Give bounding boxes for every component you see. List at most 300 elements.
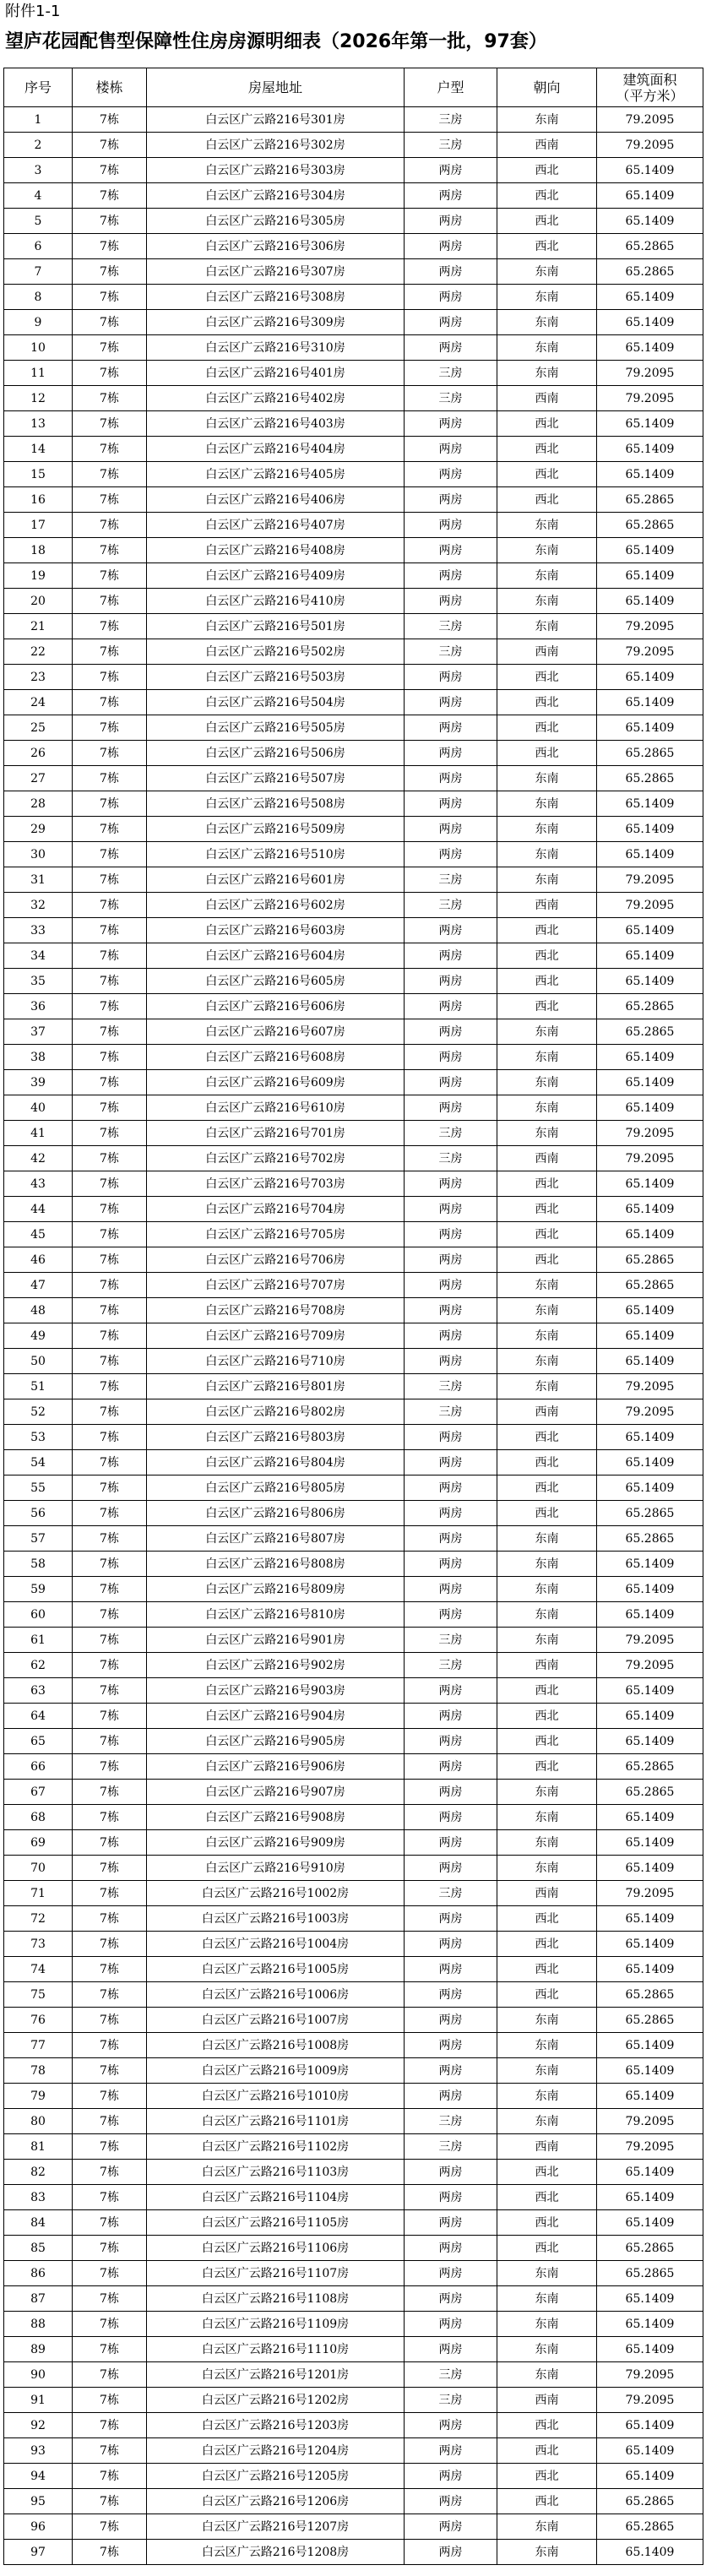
cell-seq: 94 [4, 2464, 73, 2489]
table-row [4, 234, 703, 259]
cell-seq: 23 [4, 665, 73, 690]
cell-address: 白云区广云路216号402房 [147, 386, 405, 411]
cell-layout: 两房 [405, 183, 497, 209]
cell-seq: 33 [4, 918, 73, 943]
cell-area: 79.2095 [597, 1146, 703, 1171]
cell-layout: 两房 [405, 1729, 497, 1754]
table-row [4, 817, 703, 842]
cell-seq: 64 [4, 1704, 73, 1729]
cell-building: 7栋 [73, 487, 147, 513]
cell-orientation: 西北 [497, 690, 597, 715]
cell-address: 白云区广云路216号410房 [147, 589, 405, 614]
cell-layout: 两房 [405, 2413, 497, 2438]
cell-layout: 三房 [405, 2362, 497, 2388]
cell-layout: 两房 [405, 1957, 497, 1982]
cell-orientation: 东南 [497, 335, 597, 361]
cell-building: 7栋 [73, 2160, 147, 2185]
cell-address: 白云区广云路216号506房 [147, 741, 405, 766]
cell-seq: 1 [4, 107, 73, 133]
cell-building: 7栋 [73, 2286, 147, 2312]
cell-building: 7栋 [73, 690, 147, 715]
table-row [4, 2058, 703, 2084]
cell-orientation: 东南 [497, 2084, 597, 2109]
cell-address: 白云区广云路216号802房 [147, 1399, 405, 1425]
cell-orientation: 东南 [497, 513, 597, 538]
cell-area: 65.1409 [597, 1323, 703, 1349]
cell-seq: 47 [4, 1273, 73, 1298]
table-row [4, 1501, 703, 1526]
cell-seq: 2 [4, 133, 73, 158]
cell-layout: 两房 [405, 1856, 497, 1881]
cell-area: 65.1409 [597, 437, 703, 462]
table-row [4, 1475, 703, 1501]
cell-layout: 三房 [405, 1628, 497, 1653]
table-row [4, 1349, 703, 1374]
cell-area: 79.2095 [597, 1881, 703, 1906]
cell-seq: 44 [4, 1197, 73, 1222]
cell-area: 65.1409 [597, 842, 703, 867]
cell-area: 65.1409 [597, 1577, 703, 1602]
cell-layout: 两房 [405, 1754, 497, 1780]
cell-orientation: 东南 [497, 791, 597, 817]
cell-area: 65.1409 [597, 2058, 703, 2084]
cell-seq: 91 [4, 2388, 73, 2413]
cell-orientation: 西南 [497, 386, 597, 411]
cell-orientation: 西南 [497, 2134, 597, 2160]
cell-orientation: 西北 [497, 1729, 597, 1754]
cell-seq: 22 [4, 639, 73, 665]
cell-address: 白云区广云路216号1205房 [147, 2464, 405, 2489]
cell-address: 白云区广云路216号306房 [147, 234, 405, 259]
table-row [4, 563, 703, 589]
cell-building: 7栋 [73, 1932, 147, 1957]
cell-building: 7栋 [73, 893, 147, 918]
cell-layout: 两房 [405, 487, 497, 513]
cell-orientation: 西北 [497, 234, 597, 259]
cell-orientation: 东南 [497, 2008, 597, 2033]
cell-address: 白云区广云路216号910房 [147, 1856, 405, 1881]
table-row [4, 614, 703, 639]
cell-area: 65.1409 [597, 411, 703, 437]
cell-building: 7栋 [73, 2084, 147, 2109]
table-row [4, 487, 703, 513]
cell-layout: 两房 [405, 1019, 497, 1045]
cell-layout: 两房 [405, 2464, 497, 2489]
cell-building: 7栋 [73, 715, 147, 741]
cell-area: 65.2865 [597, 259, 703, 285]
cell-seq: 82 [4, 2160, 73, 2185]
cell-seq: 63 [4, 1678, 73, 1704]
cell-seq: 5 [4, 209, 73, 234]
cell-area: 79.2095 [597, 2134, 703, 2160]
table-row [4, 2185, 703, 2210]
cell-orientation: 东南 [497, 1780, 597, 1805]
cell-orientation: 西南 [497, 639, 597, 665]
table-body [4, 107, 703, 2565]
table-row [4, 2337, 703, 2362]
cell-building: 7栋 [73, 2058, 147, 2084]
cell-layout: 两房 [405, 2514, 497, 2540]
cell-orientation: 西北 [497, 1906, 597, 1932]
cell-seq: 19 [4, 563, 73, 589]
cell-area: 65.2865 [597, 1501, 703, 1526]
cell-building: 7栋 [73, 133, 147, 158]
cell-seq: 13 [4, 411, 73, 437]
cell-seq: 55 [4, 1475, 73, 1501]
cell-layout: 两房 [405, 1425, 497, 1450]
cell-building: 7栋 [73, 1374, 147, 1399]
cell-orientation: 西北 [497, 183, 597, 209]
cell-building: 7栋 [73, 1805, 147, 1830]
table-row [4, 285, 703, 310]
cell-building: 7栋 [73, 589, 147, 614]
cell-orientation: 东南 [497, 538, 597, 563]
cell-layout: 三房 [405, 867, 497, 893]
cell-address: 白云区广云路216号704房 [147, 1197, 405, 1222]
cell-area: 79.2095 [597, 2388, 703, 2413]
cell-area: 65.1409 [597, 285, 703, 310]
cell-seq: 18 [4, 538, 73, 563]
cell-orientation: 东南 [497, 1349, 597, 1374]
cell-layout: 两房 [405, 2210, 497, 2236]
cell-building: 7栋 [73, 639, 147, 665]
cell-layout: 两房 [405, 969, 497, 994]
cell-building: 7栋 [73, 1754, 147, 1780]
cell-orientation: 西北 [497, 994, 597, 1019]
cell-seq: 30 [4, 842, 73, 867]
cell-seq: 14 [4, 437, 73, 462]
cell-orientation: 东南 [497, 2514, 597, 2540]
cell-building: 7栋 [73, 1298, 147, 1323]
cell-building: 7栋 [73, 1729, 147, 1754]
cell-seq: 66 [4, 1754, 73, 1780]
cell-building: 7栋 [73, 2464, 147, 2489]
cell-orientation: 东南 [497, 842, 597, 867]
cell-building: 7栋 [73, 234, 147, 259]
cell-seq: 69 [4, 1830, 73, 1856]
cell-layout: 三房 [405, 1146, 497, 1171]
cell-building: 7栋 [73, 1121, 147, 1146]
cell-orientation: 东南 [497, 1805, 597, 1830]
table-row [4, 1121, 703, 1146]
cell-orientation: 东南 [497, 1830, 597, 1856]
cell-area: 79.2095 [597, 2362, 703, 2388]
cell-building: 7栋 [73, 2033, 147, 2058]
cell-seq: 39 [4, 1070, 73, 1095]
cell-area: 79.2095 [597, 867, 703, 893]
cell-layout: 两房 [405, 1222, 497, 1247]
table-row [4, 2464, 703, 2489]
table-row [4, 1526, 703, 1552]
cell-area: 65.1409 [597, 310, 703, 335]
cell-area: 65.1409 [597, 1704, 703, 1729]
cell-address: 白云区广云路216号1105房 [147, 2210, 405, 2236]
cell-layout: 两房 [405, 2337, 497, 2362]
cell-address: 白云区广云路216号502房 [147, 639, 405, 665]
cell-layout: 两房 [405, 1906, 497, 1932]
cell-address: 白云区广云路216号1204房 [147, 2438, 405, 2464]
cell-address: 白云区广云路216号1110房 [147, 2337, 405, 2362]
cell-area: 79.2095 [597, 893, 703, 918]
cell-layout: 两房 [405, 2312, 497, 2337]
cell-building: 7栋 [73, 1450, 147, 1475]
table-row [4, 1222, 703, 1247]
cell-layout: 两房 [405, 1349, 497, 1374]
cell-layout: 两房 [405, 2160, 497, 2185]
table-row [4, 1399, 703, 1425]
header-orientation: 朝向 [497, 68, 597, 107]
cell-layout: 两房 [405, 1678, 497, 1704]
cell-area: 65.2865 [597, 1247, 703, 1273]
cell-building: 7栋 [73, 1222, 147, 1247]
cell-orientation: 东南 [497, 1273, 597, 1298]
cell-layout: 三房 [405, 639, 497, 665]
cell-area: 65.1409 [597, 1450, 703, 1475]
cell-address: 白云区广云路216号902房 [147, 1653, 405, 1678]
cell-area: 65.2865 [597, 1780, 703, 1805]
cell-seq: 87 [4, 2286, 73, 2312]
cell-address: 白云区广云路216号1208房 [147, 2540, 405, 2565]
cell-seq: 32 [4, 893, 73, 918]
cell-building: 7栋 [73, 1019, 147, 1045]
cell-area: 65.2865 [597, 1754, 703, 1780]
cell-layout: 两房 [405, 589, 497, 614]
cell-building: 7栋 [73, 107, 147, 133]
cell-area: 65.2865 [597, 1019, 703, 1045]
cell-area: 79.2095 [597, 639, 703, 665]
cell-address: 白云区广云路216号909房 [147, 1830, 405, 1856]
cell-address: 白云区广云路216号507房 [147, 766, 405, 791]
cell-area: 65.1409 [597, 1475, 703, 1501]
cell-seq: 75 [4, 1982, 73, 2008]
cell-orientation: 西北 [497, 2489, 597, 2514]
cell-building: 7栋 [73, 867, 147, 893]
cell-building: 7栋 [73, 1475, 147, 1501]
cell-seq: 38 [4, 1045, 73, 1070]
cell-orientation: 西南 [497, 1881, 597, 1906]
cell-orientation: 西北 [497, 741, 597, 766]
cell-seq: 24 [4, 690, 73, 715]
cell-building: 7栋 [73, 1552, 147, 1577]
cell-area: 65.2865 [597, 487, 703, 513]
table-row [4, 1881, 703, 1906]
cell-address: 白云区广云路216号707房 [147, 1273, 405, 1298]
cell-orientation: 东南 [497, 563, 597, 589]
cell-orientation: 西北 [497, 1197, 597, 1222]
cell-orientation: 东南 [497, 1552, 597, 1577]
table-row [4, 1805, 703, 1830]
cell-building: 7栋 [73, 2261, 147, 2286]
cell-layout: 两房 [405, 209, 497, 234]
table-row [4, 1095, 703, 1121]
cell-address: 白云区广云路216号1006房 [147, 1982, 405, 2008]
cell-area: 65.2865 [597, 1982, 703, 2008]
table-row [4, 2413, 703, 2438]
cell-building: 7栋 [73, 1881, 147, 1906]
cell-layout: 两房 [405, 1704, 497, 1729]
cell-orientation: 西北 [497, 2438, 597, 2464]
cell-orientation: 东南 [497, 2362, 597, 2388]
cell-layout: 两房 [405, 2438, 497, 2464]
cell-address: 白云区广云路216号604房 [147, 943, 405, 969]
cell-orientation: 西北 [497, 2464, 597, 2489]
cell-area: 65.2865 [597, 2489, 703, 2514]
table-row [4, 2033, 703, 2058]
table-row [4, 1653, 703, 1678]
cell-layout: 三房 [405, 1374, 497, 1399]
cell-area: 65.1409 [597, 1222, 703, 1247]
table-row [4, 766, 703, 791]
cell-area: 65.1409 [597, 1045, 703, 1070]
cell-building: 7栋 [73, 437, 147, 462]
table-row [4, 1957, 703, 1982]
cell-orientation: 东南 [497, 361, 597, 386]
cell-area: 65.1409 [597, 335, 703, 361]
cell-area: 65.1409 [597, 791, 703, 817]
cell-orientation: 东南 [497, 1526, 597, 1552]
cell-layout: 两房 [405, 411, 497, 437]
cell-address: 白云区广云路216号405房 [147, 462, 405, 487]
cell-area: 65.1409 [597, 1298, 703, 1323]
table-row [4, 2261, 703, 2286]
cell-layout: 两房 [405, 1475, 497, 1501]
cell-address: 白云区广云路216号1004房 [147, 1932, 405, 1957]
cell-address: 白云区广云路216号710房 [147, 1349, 405, 1374]
header-address: 房屋地址 [147, 68, 405, 107]
cell-building: 7栋 [73, 2109, 147, 2134]
cell-seq: 86 [4, 2261, 73, 2286]
cell-address: 白云区广云路216号309房 [147, 310, 405, 335]
cell-seq: 89 [4, 2337, 73, 2362]
cell-seq: 41 [4, 1121, 73, 1146]
header-building: 楼栋 [73, 68, 147, 107]
cell-building: 7栋 [73, 1653, 147, 1678]
cell-layout: 两房 [405, 335, 497, 361]
cell-orientation: 东南 [497, 107, 597, 133]
cell-building: 7栋 [73, 1628, 147, 1653]
cell-building: 7栋 [73, 1906, 147, 1932]
cell-building: 7栋 [73, 2438, 147, 2464]
cell-orientation: 东南 [497, 2033, 597, 2058]
table-row [4, 1273, 703, 1298]
cell-orientation: 西北 [497, 462, 597, 487]
cell-orientation: 西北 [497, 918, 597, 943]
cell-area: 65.1409 [597, 1906, 703, 1932]
cell-building: 7栋 [73, 1070, 147, 1095]
cell-building: 7栋 [73, 1399, 147, 1425]
cell-address: 白云区广云路216号503房 [147, 665, 405, 690]
cell-area: 65.1409 [597, 1932, 703, 1957]
cell-area: 79.2095 [597, 1374, 703, 1399]
table-row [4, 1019, 703, 1045]
cell-building: 7栋 [73, 614, 147, 639]
cell-building: 7栋 [73, 741, 147, 766]
cell-orientation: 西北 [497, 1475, 597, 1501]
table-row [4, 690, 703, 715]
cell-layout: 两房 [405, 513, 497, 538]
cell-orientation: 西北 [497, 437, 597, 462]
cell-area: 79.2095 [597, 614, 703, 639]
cell-address: 白云区广云路216号310房 [147, 335, 405, 361]
cell-seq: 68 [4, 1805, 73, 1830]
cell-layout: 两房 [405, 791, 497, 817]
cell-seq: 26 [4, 741, 73, 766]
cell-building: 7栋 [73, 1425, 147, 1450]
cell-area: 65.1409 [597, 969, 703, 994]
cell-layout: 两房 [405, 259, 497, 285]
cell-address: 白云区广云路216号308房 [147, 285, 405, 310]
cell-address: 白云区广云路216号701房 [147, 1121, 405, 1146]
cell-building: 7栋 [73, 2210, 147, 2236]
cell-building: 7栋 [73, 335, 147, 361]
cell-address: 白云区广云路216号606房 [147, 994, 405, 1019]
cell-address: 白云区广云路216号409房 [147, 563, 405, 589]
cell-seq: 78 [4, 2058, 73, 2084]
cell-layout: 两房 [405, 943, 497, 969]
table-row [4, 158, 703, 183]
cell-area: 79.2095 [597, 1653, 703, 1678]
cell-layout: 两房 [405, 994, 497, 1019]
cell-building: 7栋 [73, 2236, 147, 2261]
cell-building: 7栋 [73, 1577, 147, 1602]
cell-building: 7栋 [73, 1982, 147, 2008]
cell-address: 白云区广云路216号1010房 [147, 2084, 405, 2109]
cell-orientation: 西北 [497, 2413, 597, 2438]
table-row [4, 183, 703, 209]
cell-building: 7栋 [73, 1501, 147, 1526]
cell-building: 7栋 [73, 791, 147, 817]
cell-layout: 两房 [405, 538, 497, 563]
cell-building: 7栋 [73, 2540, 147, 2565]
cell-address: 白云区广云路216号408房 [147, 538, 405, 563]
cell-layout: 三房 [405, 107, 497, 133]
cell-orientation: 西北 [497, 2185, 597, 2210]
cell-area: 65.1409 [597, 2337, 703, 2362]
cell-layout: 两房 [405, 437, 497, 462]
cell-seq: 42 [4, 1146, 73, 1171]
cell-area: 65.1409 [597, 158, 703, 183]
cell-area: 65.1409 [597, 943, 703, 969]
cell-seq: 90 [4, 2362, 73, 2388]
cell-seq: 85 [4, 2236, 73, 2261]
table-row [4, 994, 703, 1019]
cell-address: 白云区广云路216号801房 [147, 1374, 405, 1399]
cell-seq: 28 [4, 791, 73, 817]
cell-area: 65.1409 [597, 2312, 703, 2337]
cell-area: 65.2865 [597, 513, 703, 538]
cell-seq: 34 [4, 943, 73, 969]
cell-area: 65.1409 [597, 817, 703, 842]
cell-layout: 两房 [405, 2540, 497, 2565]
cell-layout: 两房 [405, 1323, 497, 1349]
table-row [4, 538, 703, 563]
cell-building: 7栋 [73, 411, 147, 437]
table-row [4, 386, 703, 411]
table-row [4, 2134, 703, 2160]
cell-layout: 两房 [405, 285, 497, 310]
table-row [4, 462, 703, 487]
cell-orientation: 东南 [497, 2312, 597, 2337]
cell-orientation: 西南 [497, 1399, 597, 1425]
cell-layout: 两房 [405, 2185, 497, 2210]
cell-layout: 两房 [405, 310, 497, 335]
cell-layout: 两房 [405, 842, 497, 867]
cell-seq: 62 [4, 1653, 73, 1678]
cell-building: 7栋 [73, 1323, 147, 1349]
cell-address: 白云区广云路216号509房 [147, 817, 405, 842]
cell-orientation: 东南 [497, 310, 597, 335]
cell-address: 白云区广云路216号806房 [147, 1501, 405, 1526]
